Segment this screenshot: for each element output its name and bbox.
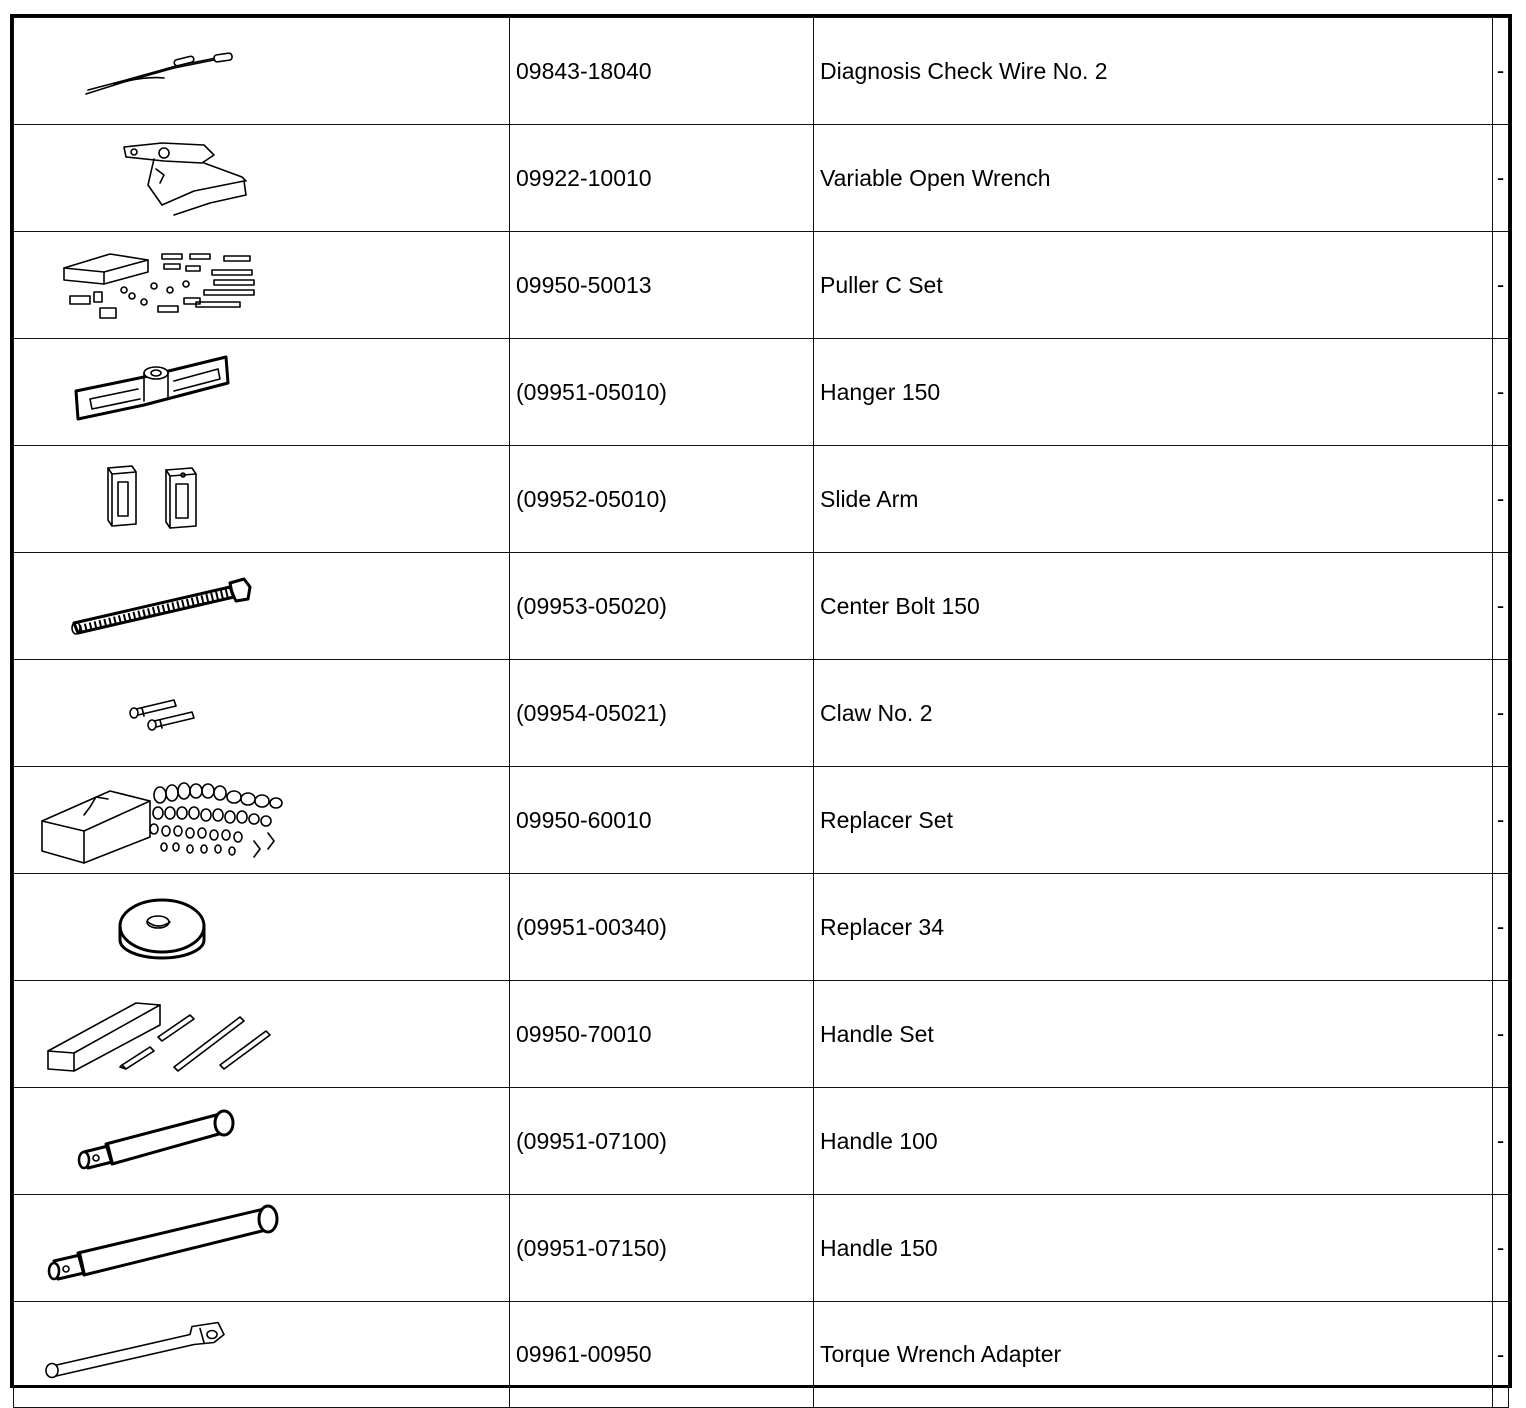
table-row: [14, 1302, 1509, 1408]
part-number: 09843-18040: [510, 18, 814, 125]
part-number: 09950-70010: [510, 981, 814, 1088]
table-row: [14, 18, 1509, 125]
illustration-cell: [14, 874, 510, 981]
table-row: [14, 1088, 1509, 1195]
tool-name: Handle Set: [814, 981, 1493, 1088]
part-number: 09950-60010: [510, 767, 814, 874]
table-row: [14, 125, 1509, 232]
tool-name: Claw No. 2: [814, 660, 1493, 767]
illustration-cell: [14, 1088, 510, 1195]
tool-name: Handle 100: [814, 1088, 1493, 1195]
table-row: [14, 1195, 1509, 1302]
illustration-cell: [14, 553, 510, 660]
handle-set-icon: [14, 981, 509, 1087]
illustration-cell: [14, 660, 510, 767]
torque-adapter-icon: [14, 1302, 509, 1407]
part-number: 09922-10010: [510, 125, 814, 232]
tool-name: Hanger 150: [814, 339, 1493, 446]
hanger-icon: [14, 339, 509, 445]
tool-name: Replacer 34: [814, 874, 1493, 981]
center-bolt-icon: [14, 553, 509, 659]
illustration-cell: [14, 446, 510, 553]
table-row: [14, 874, 1509, 981]
table-row: [14, 339, 1509, 446]
note-cell: -: [1493, 339, 1509, 446]
illustration-cell: [14, 18, 510, 125]
note-cell: -: [1493, 446, 1509, 553]
table-row: [14, 767, 1509, 874]
note-cell: -: [1493, 232, 1509, 339]
note-cell: -: [1493, 660, 1509, 767]
note-cell: -: [1493, 553, 1509, 660]
tool-name: Puller C Set: [814, 232, 1493, 339]
table-row: [14, 553, 1509, 660]
handle-long-icon: [14, 1195, 509, 1301]
sst-table: [13, 17, 1509, 1408]
illustration-cell: [14, 232, 510, 339]
note-cell: -: [1493, 125, 1509, 232]
note-cell: -: [1493, 18, 1509, 125]
note-cell: -: [1493, 1088, 1509, 1195]
illustration-cell: [14, 125, 510, 232]
replacer-ring-icon: [14, 874, 509, 980]
tool-name: Slide Arm: [814, 446, 1493, 553]
check-wire-icon: [14, 18, 509, 124]
open-wrench-icon: [14, 125, 509, 231]
note-cell: -: [1493, 1195, 1509, 1302]
puller-set-icon: [14, 232, 509, 338]
illustration-cell: [14, 767, 510, 874]
tool-name: Handle 150: [814, 1195, 1493, 1302]
claw-icon: [14, 660, 509, 766]
illustration-cell: [14, 1195, 510, 1302]
tool-name: Torque Wrench Adapter: [814, 1302, 1493, 1408]
part-number: 09961-00950: [510, 1302, 814, 1408]
part-number: (09954-05021): [510, 660, 814, 767]
slide-arm-icon: [14, 446, 509, 552]
part-number: (09952-05010): [510, 446, 814, 553]
illustration-cell: [14, 981, 510, 1088]
part-number: (09951-05010): [510, 339, 814, 446]
illustration-cell: [14, 339, 510, 446]
part-number: 09950-50013: [510, 232, 814, 339]
tool-name: Center Bolt 150: [814, 553, 1493, 660]
replacer-set-icon: [14, 767, 509, 873]
table-row: [14, 232, 1509, 339]
tool-name: Replacer Set: [814, 767, 1493, 874]
note-cell: -: [1493, 1302, 1509, 1408]
part-number: (09951-00340): [510, 874, 814, 981]
table-row: [14, 660, 1509, 767]
tool-name: Diagnosis Check Wire No. 2: [814, 18, 1493, 125]
table-row: [14, 981, 1509, 1088]
handle-short-icon: [14, 1088, 509, 1194]
note-cell: -: [1493, 767, 1509, 874]
table-row: [14, 446, 1509, 553]
part-number: (09951-07100): [510, 1088, 814, 1195]
note-cell: -: [1493, 874, 1509, 981]
tools-table-frame: [10, 14, 1512, 1388]
part-number: (09951-07150): [510, 1195, 814, 1302]
note-cell: -: [1493, 981, 1509, 1088]
part-number: (09953-05020): [510, 553, 814, 660]
illustration-cell: [14, 1302, 510, 1408]
tool-name: Variable Open Wrench: [814, 125, 1493, 232]
